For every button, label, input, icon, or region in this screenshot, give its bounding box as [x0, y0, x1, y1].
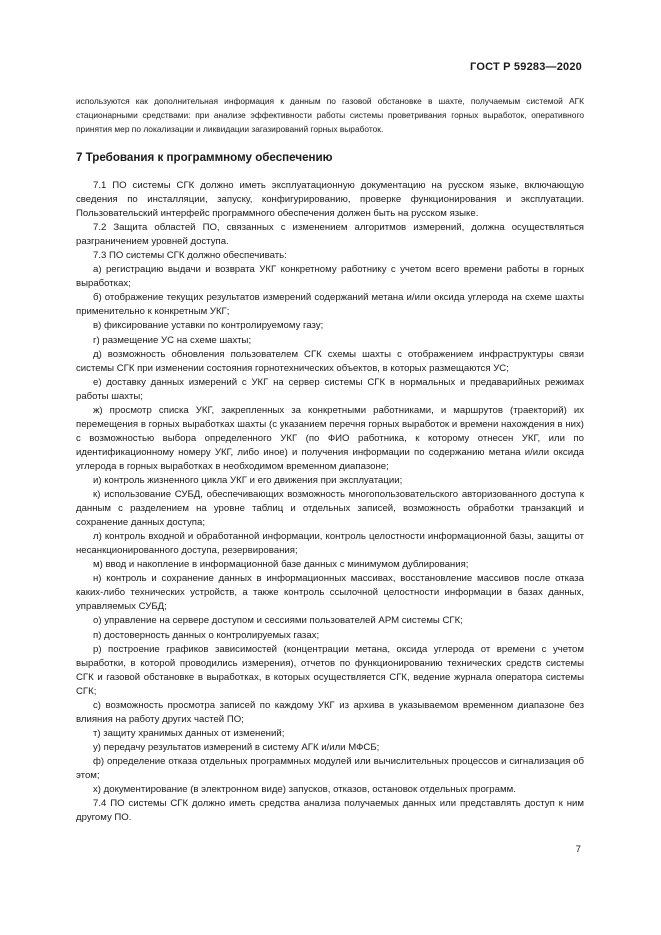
standard-code: ГОСТ Р 59283—2020: [470, 61, 582, 73]
list-item: о) управление на сервере доступом и сессиями пользователей АРМ системы СГК;: [93, 615, 463, 627]
list-item: у) передачу результатов измерений в систему АГК и/или МФСБ;: [93, 741, 380, 753]
list-item: б) отображение текущих результатов измерений содержаний метана и/или оксида углерода на схеме шахты применительно к конкретным УКГ;: [76, 292, 584, 318]
paragraph: 7.2 Защита областей ПО, связанных с изменением алгоритмов измерений, должна осуществляться разграничением уровней доступа.: [76, 222, 584, 248]
list-item: н) контроль и сохранение данных в информационных массивах, восстановление массивов после отказа каких-либо технических устройств, а также контроль ссылочной целостности информации в базах данных, управляемых СУБД;: [76, 573, 584, 613]
list-item: в) фиксирование уставки по контролируемому газу;: [93, 320, 324, 332]
section-body: [76, 179, 584, 825]
list-item: п) достоверность данных о контролируемых газах;: [93, 629, 320, 641]
list-item: с) возможность просмотра записей по каждому УКГ из архива в указываемом временном диапазоне без влияния на работу других частей ПО;: [76, 699, 584, 725]
paragraph: 7.1 ПО системы СГК должно иметь эксплуатационную документацию на русском языке, включающую сведения по инсталляции, запуску, конфигурированию, проверке функционирования и эксплуатации. Пользовательский интерфейс программного обеспечения должен быть на русском языке.: [76, 180, 584, 220]
list-item: к) использование СУБД, обеспечивающих возможность многопользовательского авторизованного доступа к данным с разделением на уровне таблиц и отдельных записей, возможность обработки транзакций и сохранение данных доступа;: [76, 489, 584, 529]
list-item: е) доставку данных измерений с УКГ на сервер системы СГК в нормальных и предаварийных режимах работы шахты;: [76, 376, 584, 402]
list-item: х) документирование (в электронном виде) запусков, отказов, остановок отдельных программ.: [93, 784, 516, 796]
list-item: р) построение графиков зависимостей (концентрации метана, оксида углерода от времени с учетом выработки, в которой проводились измерения), отчетов по функционированию технических средств системы СГК и газовой обстановке в выработках, в которых осуществляется СГК, ведение журнала оператора системы СГК;: [76, 643, 584, 697]
paragraph: 7.4 ПО системы СГК должно иметь средства анализа получаемых данных или представлять доступ к ним другому ПО.: [76, 798, 584, 824]
list-item: м) ввод и накопление в информационной базе данных с минимумом дублирования;: [93, 559, 469, 571]
list-item: а) регистрацию выдачи и возврата УКГ конкретному работнику с учетом всего времени работы в горных выработках;: [76, 264, 584, 290]
list-item: т) защиту хранимых данных от изменений;: [93, 727, 285, 739]
page-number: 7: [575, 844, 581, 855]
list-item: л) контроль входной и обработанной информации, контроль целостности информационной базы, защиты от несанкционированного доступа, резервирования;: [76, 531, 584, 557]
list-item: ж) просмотр списка УКГ, закрепленных за конкретными работниками, и маршрутов (траекторий) их перемещения в горных выработках шахты (с указанием перечня горных выработок и времени нахождения в них) с возможностью выбора определенного УКГ (по ФИО работника, к которому отнесен УКГ, или по идентификационному номеру УКГ, либо иное) и получения информации по содержанию метана и/или оксида углерода в горных выработках в необходимом временном диапазоне;: [76, 404, 584, 472]
section-title: 7 Требования к программному обеспечению: [76, 151, 333, 164]
list-item: г) размещение УС на схеме шахты;: [93, 334, 252, 346]
list-item: и) контроль жизненного цикла УКГ и его движения при эксплуатации;: [93, 474, 403, 486]
intro-paragraph: используются как дополнительная информация к данным по газовой обстановке в шахте, получаемым системой АГК стационарными средствами: при анализе эффективности работы системы проветривания горных выработок, оперативного принятия мер по локализации и ликвидации загазирований горных выработок.: [76, 96, 584, 134]
list-item: ф) определение отказа отдельных программных модулей или вычислительных процессов и сигнализация об этом;: [76, 755, 584, 781]
list-item: д) возможность обновления пользователем СГК схемы шахты с отображением инфраструктуры связи системы СГК при изменении состояния горнотехнических объектов, в которых размещаются УС;: [76, 348, 584, 374]
paragraph: 7.3 ПО системы СГК должно обеспечивать:: [93, 250, 287, 262]
